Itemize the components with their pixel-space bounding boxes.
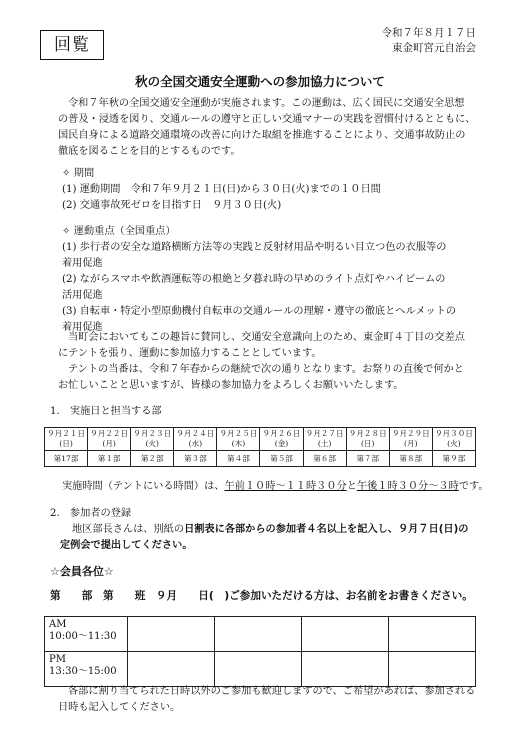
pm-time: 13:30～15:00 — [49, 666, 117, 677]
name-cell[interactable] — [128, 652, 215, 687]
schedule-date-cell — [303, 428, 346, 451]
schedule-weekday: (木) — [231, 439, 246, 448]
section2-line1-bold: 日割表に各部からの参加者４名以上を記入し、９月７日(日)の — [184, 524, 469, 535]
schedule-date-cell — [131, 428, 174, 451]
fill-in-group-day: 第 部 第 班 ９月 日( ) — [50, 590, 230, 602]
section2-line1 — [50, 522, 468, 538]
am-label-cell — [45, 617, 128, 652]
section2-line1-text: 地区部長さんは、別紙の — [72, 524, 185, 535]
document-title: 秋の全国交通安全運動への参加協力について — [135, 74, 385, 89]
schedule-date-cell — [217, 428, 260, 451]
schedule-table — [44, 427, 476, 467]
focus-heading: ✧ 運動重点（全国重点） — [62, 226, 176, 237]
time-pm: 午後１時３０分～３時 — [356, 481, 459, 492]
schedule-weekday: (月) — [404, 439, 418, 448]
period-section — [62, 166, 381, 214]
schedule-weekday: (火) — [145, 439, 159, 448]
time-line — [62, 479, 489, 495]
issue-date: 令和７年８月１７日 — [381, 27, 476, 39]
am-row — [45, 617, 476, 652]
schedule-group-cell: 第９部 — [432, 451, 475, 467]
schedule-weekday: (火) — [447, 439, 461, 448]
focus-item: (1) 歩行者の安全な道路横断方法等の実践と反射材用品や明るい目立つ色の衣服等の — [62, 242, 447, 253]
schedule-date-cell — [45, 428, 88, 451]
participation-paragraph — [58, 330, 465, 394]
time-suffix: です。 — [458, 481, 489, 492]
pm-label: PM — [49, 654, 66, 665]
members-heading: ☆会員各位☆ — [50, 565, 114, 578]
intro-line: の普及・浸透を図り、交通ルールの遵守と正しい交通マナーの実践を習慣付けるとともに、 — [58, 114, 476, 125]
intro-line: 国民自身による道路交通環境の改善に向けた取組を推進することにより、交通事故防止の — [58, 130, 466, 141]
schedule-date: ９月２６日 — [262, 429, 301, 438]
pm-row — [45, 652, 476, 687]
schedule-weekday: (土) — [317, 439, 332, 448]
name-cell[interactable] — [128, 617, 215, 652]
body-line: にテントを張り、運動に参加協力することとしています。 — [58, 348, 322, 359]
schedule-weekday: (日) — [360, 439, 375, 448]
schedule-group-cell: 第８部 — [389, 451, 432, 467]
schedule-date: ９月２４日 — [176, 429, 215, 438]
time-am: 午前１０時～１１時３０分 — [224, 481, 347, 492]
schedule-date-cell — [174, 428, 217, 451]
schedule-weekday: (月) — [102, 439, 116, 448]
pm-label-cell — [45, 652, 128, 687]
body-line: テントの当番は、令和７年春からの継続で次の通りとなります。お祭りの直後で何かと — [68, 364, 464, 375]
time-prefix: 実施時間（テントにいる時間）は、 — [62, 481, 225, 492]
schedule-date: ９月２２日 — [90, 429, 129, 438]
schedule-date-cell — [346, 428, 389, 451]
am-time: 10:00～11:30 — [49, 631, 117, 642]
footer-line: 各部に割り当てられた日時以外のご参加も歓迎しますので、ご希望があれば、参加される — [68, 686, 476, 697]
focus-item: 活用促進 — [62, 290, 103, 301]
schedule-date-cell — [432, 428, 475, 451]
schedule-group-cell: 第17部 — [45, 451, 88, 467]
focus-item: (2) ながらスマホや飲酒運転等の根絶と夕暮れ時の早めのライト点灯やハイビームの — [62, 274, 446, 285]
name-cell[interactable] — [215, 617, 302, 652]
schedule-weekday: (金) — [274, 439, 289, 448]
circular-stamp-box: 回覧 — [40, 30, 104, 60]
focus-item: (3) 自転車・特定小型原動機付自転車の交通ルールの理解・遵守の徹底とヘルメットの — [62, 306, 457, 317]
schedule-date: ９月２９日 — [391, 429, 430, 438]
schedule-group-cell: 第７部 — [346, 451, 389, 467]
period-item: (2) 交通事故死ゼロを目指す日 ９月３０日(火) — [62, 200, 282, 211]
schedule-date: ９月２５日 — [219, 429, 258, 438]
section2-heading: 2. 参加者の登録 — [50, 508, 132, 519]
schedule-group-cell: 第３部 — [174, 451, 217, 467]
focus-item: 着用促進 — [62, 322, 103, 333]
schedule-date: ９月３０日 — [434, 429, 473, 438]
schedule-date: ９月２７日 — [305, 429, 344, 438]
name-cell[interactable] — [389, 652, 476, 687]
schedule-date-cell — [88, 428, 131, 451]
time-mid: と — [346, 481, 357, 492]
section2-line2: 定例会で提出してください。 — [60, 540, 193, 551]
schedule-date-cell — [260, 428, 303, 451]
body-line: お忙しいことと思いますが、皆様の参加協力をよろしくお願いいたします。 — [58, 380, 404, 391]
schedule-weekday: (日) — [59, 439, 73, 448]
schedule-group-cell: 第１部 — [88, 451, 131, 467]
focus-section — [62, 224, 456, 336]
schedule-date: ９月２１日 — [47, 429, 86, 438]
schedule-date-cell — [389, 428, 432, 451]
schedule-group-cell: 第６部 — [303, 451, 346, 467]
schedule-date-row — [45, 428, 476, 451]
body-line: 当町会においてもこの趣旨に賛同し、交通安全意識向上のため、東金町４丁目の交差点 — [68, 332, 465, 343]
name-cell[interactable] — [302, 617, 389, 652]
name-cell[interactable] — [215, 652, 302, 687]
name-entry-table — [44, 616, 476, 687]
period-item: (1) 運動期間 令和７年９月２１日(日)から３０日(火)までの１０日間 — [62, 184, 381, 195]
am-label: AM — [49, 619, 67, 630]
organization-name: 東金町宮元自治会 — [392, 42, 476, 54]
name-cell[interactable] — [302, 652, 389, 687]
fill-in-line — [50, 588, 473, 603]
fill-in-request: ご参加いただける方は、お名前をお書きください。 — [229, 590, 473, 602]
section2 — [50, 506, 468, 554]
schedule-date: ９月２８日 — [348, 429, 387, 438]
intro-line: 令和７年秋の全国交通安全運動が実施されます。この運動は、広く国民に交通安全思想 — [68, 98, 465, 109]
name-cell[interactable] — [389, 617, 476, 652]
footer-line: 日時も記入してください。 — [58, 702, 181, 713]
intro-line: 徹底を図ることを目的とするものです。 — [58, 146, 241, 157]
section1-heading: 1. 実施日と担当する部 — [50, 406, 162, 417]
focus-item: 着用促進 — [62, 258, 103, 269]
schedule-group-cell: 第２部 — [131, 451, 174, 467]
schedule-group-cell: 第４部 — [217, 451, 260, 467]
header-date-block — [382, 26, 477, 56]
intro-paragraph — [58, 96, 475, 160]
period-heading: ✧ 期間 — [62, 168, 95, 179]
schedule-group-cell: 第５部 — [260, 451, 303, 467]
schedule-group-row — [45, 451, 476, 467]
schedule-date: ９月２３日 — [133, 429, 172, 438]
footer-paragraph — [58, 684, 475, 716]
schedule-weekday: (水) — [188, 439, 203, 448]
